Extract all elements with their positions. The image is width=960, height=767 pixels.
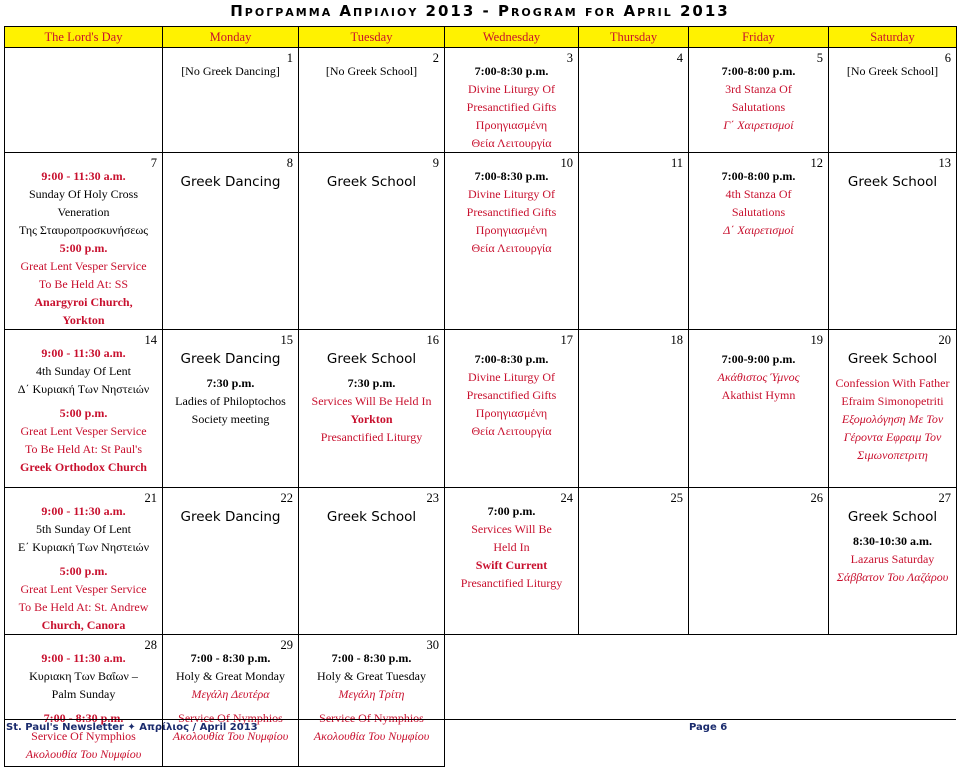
event-line: Services Will Be Held In bbox=[311, 394, 432, 408]
event-line: Swift Current bbox=[475, 558, 548, 572]
day-number: 1 bbox=[286, 51, 293, 65]
event-line: Σιμωνοπετριτη bbox=[857, 448, 928, 462]
event-line: Divine Liturgy Of bbox=[467, 187, 556, 201]
event-line: 7:00 - 8:30 p.m. bbox=[331, 651, 412, 665]
week-row bbox=[5, 153, 957, 330]
event-line: Προηγιασμένη bbox=[475, 406, 548, 420]
event-line: 5th Sunday Of Lent bbox=[36, 522, 131, 536]
event-line: Service Of Nymphios bbox=[319, 711, 424, 725]
day-cell bbox=[299, 635, 445, 767]
day-cell bbox=[579, 488, 689, 635]
event-line: 7:30 p.m. bbox=[206, 376, 255, 390]
event-line: Divine Liturgy Of bbox=[467, 82, 556, 96]
event-heading: Greek Dancing bbox=[180, 351, 281, 367]
day-cell bbox=[445, 153, 579, 330]
day-cell bbox=[689, 488, 829, 635]
event-line: 9:00 - 11:30 a.m. bbox=[41, 346, 126, 360]
day-number: 17 bbox=[560, 333, 573, 347]
day-number: 21 bbox=[144, 491, 157, 505]
event-line: Yorkton bbox=[350, 412, 393, 426]
day-number: 25 bbox=[670, 491, 683, 505]
day-cell bbox=[829, 635, 957, 767]
day-number: 5 bbox=[816, 51, 823, 65]
event-line: [No Greek School] bbox=[846, 64, 939, 78]
event-line: 7:00 - 8:30 p.m. bbox=[43, 711, 124, 725]
day-cell bbox=[829, 48, 957, 153]
day-cell bbox=[163, 153, 299, 330]
event-heading: Greek School bbox=[326, 509, 417, 525]
event-line: 7:00-8:30 p.m. bbox=[474, 352, 549, 366]
day-cell bbox=[689, 330, 829, 488]
event-heading: Greek Dancing bbox=[180, 509, 281, 525]
event-line: Presanctified Gifts bbox=[466, 388, 557, 402]
day-number: 29 bbox=[280, 638, 293, 652]
event-line: 5:00 p.m. bbox=[59, 406, 108, 420]
day-cell bbox=[299, 488, 445, 635]
event-line: 5:00 p.m. bbox=[59, 564, 108, 578]
day-cell bbox=[829, 330, 957, 488]
day-cell bbox=[689, 48, 829, 153]
event-line: Γέροντα Εφραιμ Τον bbox=[843, 430, 942, 444]
day-cell bbox=[579, 635, 689, 767]
page-footer bbox=[4, 719, 956, 734]
event-heading: Greek School bbox=[326, 351, 417, 367]
day-cell bbox=[299, 48, 445, 153]
event-heading: Greek Dancing bbox=[180, 174, 281, 190]
event-line: Ακολουθία Του Νυμφίου bbox=[25, 747, 142, 761]
day-number: 4 bbox=[676, 51, 683, 65]
event-line: 4th Sunday Of Lent bbox=[36, 364, 131, 378]
event-line: Της Σταυροπροσκυνήσεως bbox=[18, 223, 149, 237]
event-line: To Be Held At: St Paul's bbox=[25, 442, 142, 456]
footer-page-number: Page 6 bbox=[689, 722, 728, 733]
day-cell bbox=[163, 48, 299, 153]
weekday-header: The Lord's Day bbox=[5, 27, 163, 48]
day-cell bbox=[579, 48, 689, 153]
day-number: 28 bbox=[144, 638, 157, 652]
event-line: Service Of Nymphios bbox=[178, 711, 283, 725]
event-line: Holy & Great Monday bbox=[176, 669, 285, 683]
weekday-header: Saturday bbox=[829, 27, 957, 48]
event-line: Holy & Great Tuesday bbox=[317, 669, 426, 683]
day-cell bbox=[689, 635, 829, 767]
event-line: Great Lent Vesper Service bbox=[20, 424, 147, 438]
event-line: Great Lent Vesper Service bbox=[20, 582, 147, 596]
event-line: To Be Held At: SS bbox=[38, 277, 129, 291]
weekday-header-row bbox=[5, 27, 957, 48]
event-line: 5:00 p.m. bbox=[59, 241, 108, 255]
event-line: Divine Liturgy Of bbox=[467, 370, 556, 384]
event-line: 9:00 - 11:30 a.m. bbox=[41, 169, 126, 183]
day-number: 14 bbox=[144, 333, 157, 347]
event-line: Ακολουθία Του Νυμφίου bbox=[313, 729, 430, 743]
event-line: Δ΄ Κυριακή Των Νηστειών bbox=[17, 382, 150, 396]
event-line: Κυριακη Των Βαΐων – bbox=[29, 669, 138, 683]
day-cell bbox=[579, 153, 689, 330]
footer-newsletter-label: St. Paul's Newsletter ✦ Απρίλιος / April 2013 bbox=[6, 722, 258, 733]
day-cell bbox=[163, 488, 299, 635]
day-cell bbox=[829, 153, 957, 330]
event-line: 7:00-8:30 p.m. bbox=[474, 64, 549, 78]
weekday-header: Thursday bbox=[579, 27, 689, 48]
day-number: 20 bbox=[938, 333, 951, 347]
event-line: Held In bbox=[493, 540, 530, 554]
week-row bbox=[5, 635, 957, 767]
event-line: Δ΄ Χαιρετισμοί bbox=[723, 223, 794, 237]
event-line: 3rd Stanza Of bbox=[725, 82, 792, 96]
day-number: 19 bbox=[810, 333, 823, 347]
event-line: Μεγάλη Τρίτη bbox=[338, 687, 405, 701]
event-line: [No Greek Dancing] bbox=[181, 64, 280, 78]
event-line: Ladies of Philoptochos bbox=[175, 394, 286, 408]
event-line: Sunday Of Holy Cross bbox=[28, 187, 138, 201]
day-cell bbox=[579, 330, 689, 488]
event-line: Palm Sunday bbox=[51, 687, 116, 701]
day-cell bbox=[5, 153, 163, 330]
weekday-header: Tuesday bbox=[299, 27, 445, 48]
event-line: Presanctified Gifts bbox=[466, 205, 557, 219]
event-line: 7:00-8:00 p.m. bbox=[721, 169, 796, 183]
day-cell bbox=[829, 488, 957, 635]
day-cell bbox=[445, 48, 579, 153]
day-cell bbox=[445, 488, 579, 635]
day-cell bbox=[5, 48, 163, 153]
day-number: 24 bbox=[560, 491, 573, 505]
calendar-table bbox=[4, 26, 957, 767]
event-line: Presanctified Liturgy bbox=[460, 576, 563, 590]
event-line: Ακολουθία Του Νυμφίου bbox=[172, 729, 289, 743]
event-line: Θεία Λειτουργία bbox=[471, 424, 552, 438]
day-cell bbox=[163, 330, 299, 488]
event-line: 4th Stanza Of bbox=[725, 187, 792, 201]
event-line: Veneration bbox=[57, 205, 110, 219]
event-line: Greek Orthodox Church bbox=[20, 460, 147, 474]
event-line: [No Greek School] bbox=[325, 64, 418, 78]
event-heading: Greek School bbox=[847, 174, 938, 190]
weekday-header: Monday bbox=[163, 27, 299, 48]
event-line: Προηγιασμένη bbox=[475, 118, 548, 132]
day-number: 7 bbox=[150, 156, 157, 170]
event-line: Μεγάλη Δευτέρα bbox=[191, 687, 270, 701]
day-number: 23 bbox=[426, 491, 439, 505]
event-line: Efraim Simonopetriti bbox=[841, 394, 944, 408]
event-heading: Greek School bbox=[326, 174, 417, 190]
day-number: 3 bbox=[566, 51, 573, 65]
event-line: 7:30 p.m. bbox=[347, 376, 396, 390]
event-line: Confession With Father bbox=[835, 376, 950, 390]
day-number: 11 bbox=[670, 156, 683, 170]
day-cell bbox=[163, 635, 299, 767]
event-line: 7:00-9:00 p.m. bbox=[721, 352, 796, 366]
event-line: Lazarus Saturday bbox=[850, 552, 935, 566]
day-number: 30 bbox=[426, 638, 439, 652]
day-number: 15 bbox=[280, 333, 293, 347]
event-line: Προηγιασμένη bbox=[475, 223, 548, 237]
day-cell bbox=[445, 635, 579, 767]
event-line: Εξομολόγηση Με Τον bbox=[841, 412, 944, 426]
event-line: 8:30-10:30 a.m. bbox=[853, 534, 932, 548]
day-number: 22 bbox=[280, 491, 293, 505]
event-line: Presanctified Gifts bbox=[466, 100, 557, 114]
day-number: 2 bbox=[432, 51, 439, 65]
event-line: Θεία Λειτουργία bbox=[471, 241, 552, 255]
day-number: 9 bbox=[432, 156, 439, 170]
event-line: Σάββατον Του Λαζάρου bbox=[836, 570, 949, 584]
event-heading: Greek School bbox=[847, 351, 938, 367]
week-row bbox=[5, 488, 957, 635]
event-line: 7:00-8:30 p.m. bbox=[474, 169, 549, 183]
day-cell bbox=[445, 330, 579, 488]
event-line: 7:00 - 8:30 p.m. bbox=[190, 651, 271, 665]
event-line: Services Will Be bbox=[471, 522, 552, 536]
event-line: 7:00-8:00 p.m. bbox=[721, 64, 796, 78]
day-cell bbox=[5, 330, 163, 488]
weekday-header: Wednesday bbox=[445, 27, 579, 48]
event-line: Anargyroi Church, bbox=[34, 295, 133, 309]
page-title: Προγραμμα Απριλιου 2013 - Program for April 2013 bbox=[230, 2, 730, 20]
event-line: Church, Canora bbox=[41, 618, 126, 632]
event-line: 7:00 p.m. bbox=[487, 504, 536, 518]
week-row bbox=[5, 330, 957, 488]
event-heading: Greek School bbox=[847, 509, 938, 525]
day-number: 12 bbox=[810, 156, 823, 170]
day-number: 8 bbox=[286, 156, 293, 170]
event-line: Salutations bbox=[731, 205, 786, 219]
day-cell bbox=[299, 330, 445, 488]
event-line: Salutations bbox=[731, 100, 786, 114]
event-line: Service Of Nymphios bbox=[31, 729, 136, 743]
day-number: 6 bbox=[944, 51, 951, 65]
day-number: 26 bbox=[810, 491, 823, 505]
day-cell bbox=[299, 153, 445, 330]
day-cell bbox=[689, 153, 829, 330]
day-cell bbox=[5, 488, 163, 635]
event-line: Ε΄ Κυριακή Των Νηστειών bbox=[17, 540, 150, 554]
day-number: 18 bbox=[670, 333, 683, 347]
event-line: Yorkton bbox=[62, 313, 105, 327]
event-line: 9:00 - 11:30 a.m. bbox=[41, 504, 126, 518]
event-line: Presanctified Liturgy bbox=[320, 430, 423, 444]
event-line: Θεία Λειτουργία bbox=[471, 136, 552, 150]
event-line: Society meeting bbox=[191, 412, 270, 426]
event-line: Great Lent Vesper Service bbox=[20, 259, 147, 273]
week-row bbox=[5, 48, 957, 153]
day-cell bbox=[5, 635, 163, 767]
day-number: 13 bbox=[938, 156, 951, 170]
day-number: 27 bbox=[938, 491, 951, 505]
day-number: 10 bbox=[560, 156, 573, 170]
event-line: Γ΄ Χαιρετισμοί bbox=[723, 118, 794, 132]
day-number: 16 bbox=[426, 333, 439, 347]
event-line: To Be Held At: St. Andrew bbox=[18, 600, 149, 614]
weekday-header: Friday bbox=[689, 27, 829, 48]
event-line: Akathist Hymn bbox=[721, 388, 796, 402]
event-line: 9:00 - 11:30 a.m. bbox=[41, 651, 126, 665]
event-line: Ακάθιστος Ύμνος bbox=[717, 370, 800, 384]
